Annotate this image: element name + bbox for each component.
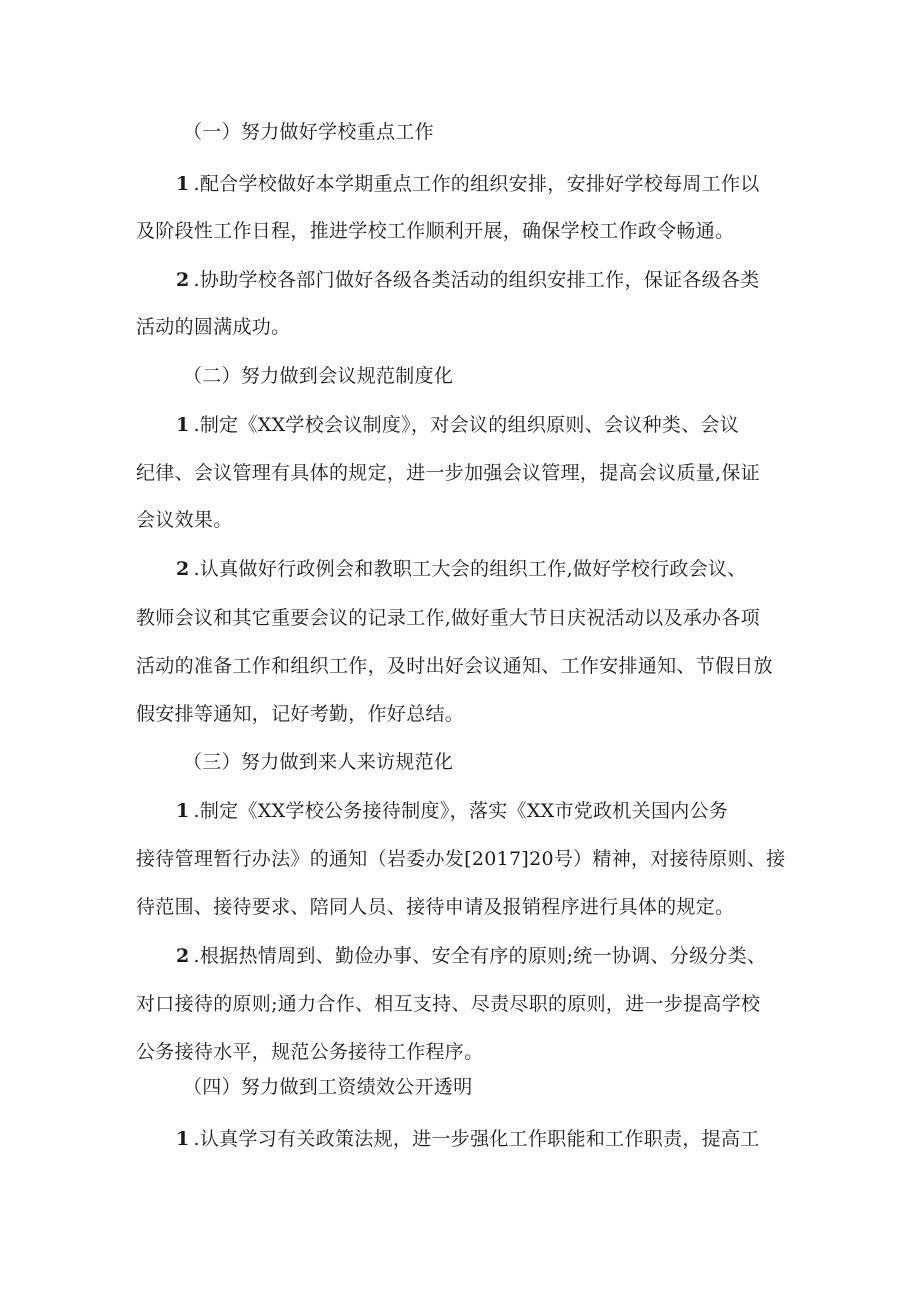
item-number: 2 <box>176 945 190 967</box>
paragraph-line: 纪律、会议管理有具体的规定，进一步加强会议管理，提高会议质量,保证 <box>136 462 760 484</box>
paragraph-line <box>176 799 796 823</box>
paragraph-line: 活动的圆满成功。 <box>136 316 291 338</box>
paragraph-line <box>176 413 796 437</box>
item-text: .制定《XX学校会议制度》，对会议的组织原则、会议种类、会议 <box>193 414 740 436</box>
paragraph-line <box>176 1127 796 1151</box>
item-text: .配合学校做好本学期重点工作的组织安排，安排好学校每周工作以 <box>193 173 760 195</box>
item-number: 1 <box>176 800 190 822</box>
paragraph-line: 公务接待水平，规范公务接待工作程序。 <box>136 1041 484 1063</box>
section-heading-1: （一）努力做好学校重点工作 <box>183 121 434 143</box>
section-heading-3: （三）努力做到来人来访规范化 <box>183 751 454 773</box>
section-heading-2: （二）努力做到会议规范制度化 <box>183 365 454 387</box>
paragraph-line: 对口接待的原则;通力合作、相互支持、尽责尽职的原则，进一步提高学校 <box>136 993 761 1015</box>
paragraph-line: 及阶段性工作日程，推进学校工作顺利开展，确保学校工作政令畅通。 <box>136 220 735 242</box>
item-number: 2 <box>176 269 190 291</box>
item-text: .认真做好行政例会和教职工大会的组织工作,做好学校行政会议、 <box>193 558 747 580</box>
paragraph-line <box>176 944 796 968</box>
paragraph-line: 假安排等通知，记好考勤，作好总结。 <box>136 703 465 725</box>
item-number: 1 <box>176 173 190 195</box>
item-text: .根据热情周到、勤俭办事、安全有序的原则;统一协调、分级分类、 <box>193 945 767 967</box>
paragraph-line: 待范围、接待要求、陪同人员、接待申请及报销程序进行具体的规定。 <box>136 896 735 918</box>
item-text: .协助学校各部门做好各级各类活动的组织安排工作，保证各级各类 <box>193 269 760 291</box>
item-text: .认真学习有关政策法规，进一步强化工作职能和工作职责，提高工 <box>193 1128 760 1150</box>
paragraph-line <box>176 172 796 196</box>
item-text: .制定《XX学校公务接待制度》，落实《XX市党政机关国内公务 <box>193 800 729 822</box>
paragraph-line <box>176 557 796 581</box>
item-number: 2 <box>176 558 190 580</box>
paragraph-line: 教师会议和其它重要会议的记录工作,做好重大节日庆祝活动以及承办各项 <box>136 607 760 629</box>
paragraph-line <box>176 268 796 292</box>
section-heading-4: （四）努力做到工资绩效公开透明 <box>183 1076 473 1098</box>
paragraph-line: 会议效果。 <box>136 509 233 531</box>
paragraph-line: 接待管理暂行办法》的通知（岩委办发[2017]20号）精神，对接待原则、接 <box>136 848 786 870</box>
item-number: 1 <box>176 414 190 436</box>
item-number: 1 <box>176 1128 190 1150</box>
paragraph-line: 活动的准备工作和组织工作，及时出好会议通知、工作安排通知、节假日放 <box>136 655 773 677</box>
